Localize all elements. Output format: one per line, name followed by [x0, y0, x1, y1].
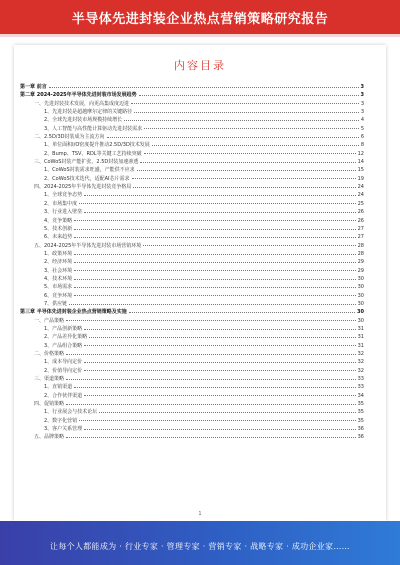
toc-entry-page: 3	[360, 109, 364, 116]
toc-entry[interactable]	[20, 417, 364, 425]
toc-page	[14, 45, 386, 521]
toc-entry[interactable]	[20, 125, 364, 133]
toc-entry-page: 26	[357, 209, 364, 216]
toc-entry-page: 30	[357, 317, 364, 324]
toc-entry-text: 5、市场需求	[44, 284, 73, 291]
toc-entry-page: 36	[357, 426, 364, 433]
toc-leader-dots	[129, 312, 355, 313]
toc-entry-text: 3、客户关系管理	[44, 426, 83, 433]
toc-entry-text: 1、政策环境	[44, 250, 73, 257]
toc-title: 内容目录	[174, 59, 226, 72]
toc-entry-text: 6、未来趋势	[44, 234, 73, 241]
toc-entry-page: 29	[357, 267, 364, 274]
toc-entry-text: 7、供应链	[44, 300, 68, 307]
toc-leader-dots	[74, 270, 355, 271]
toc-entry-page: 24	[357, 184, 364, 191]
toc-entry[interactable]	[20, 350, 364, 358]
toc-leader-dots	[66, 379, 356, 380]
toc-entry[interactable]	[20, 233, 364, 241]
toc-leader-dots	[74, 237, 355, 238]
toc-entry[interactable]	[20, 100, 364, 108]
toc-entry-text: 1、单位面积I/O密度提升推动2.5D/3D技术发展	[44, 142, 150, 149]
toc-entry[interactable]	[20, 191, 364, 199]
toc-entry-text: 2、产品差异化策略	[44, 334, 88, 341]
toc-entry[interactable]	[20, 108, 364, 116]
toc-entry-text: 6、竞争环境	[44, 292, 73, 299]
toc-entry-text: 第二章 2024-2025年半导体先进封装市场发展趋势	[20, 92, 137, 99]
toc-entry-text: 1、直销渠道	[44, 384, 73, 391]
toc-entry-page: 32	[357, 367, 364, 374]
toc-entry-text: 一、先进封装技术发展，向更高集成度迈进	[34, 100, 130, 107]
toc-leader-dots	[79, 420, 355, 421]
toc-entry-text: 3、行业进入壁垒	[44, 209, 83, 216]
toc-entry-page: 31	[357, 325, 364, 332]
toc-entry-page: 27	[357, 234, 364, 241]
toc-leader-dots	[84, 212, 355, 213]
toc-entry[interactable]	[20, 375, 364, 383]
toc-entry[interactable]	[20, 158, 364, 166]
toc-entry-page: 30	[357, 292, 364, 299]
toc-leader-dots	[144, 128, 359, 129]
toc-entry[interactable]	[20, 250, 364, 258]
toc-entry[interactable]	[20, 308, 364, 316]
toc-entry-text: 5、技术创新	[44, 225, 73, 232]
toc-entry-page: 3	[360, 92, 364, 99]
toc-entry-text: 3、产品组合策略	[44, 342, 83, 349]
toc-entry[interactable]	[20, 275, 364, 283]
toc-entry-text: 2、市场集中度	[44, 200, 78, 207]
toc-leader-dots	[49, 87, 359, 88]
toc-leader-dots	[66, 404, 356, 405]
toc-leader-dots	[84, 345, 355, 346]
toc-entry-text: 二、2.5D/3D封装成为主流方向	[34, 134, 105, 141]
toc-leader-dots	[84, 370, 355, 371]
toc-entry[interactable]	[20, 183, 364, 191]
toc-entry[interactable]	[20, 175, 364, 183]
toc-entry-page: 29	[357, 259, 364, 266]
toc-entry[interactable]	[20, 325, 364, 333]
toc-leader-dots	[74, 295, 355, 296]
toc-entry-text: 1、CoWoS封装需求旺盛，产能供不应求	[44, 167, 135, 174]
toc-entry-text: 第一章 前言	[20, 84, 47, 90]
header-divider	[0, 34, 400, 37]
toc-leader-dots	[66, 354, 356, 355]
toc-entry-page: 35	[357, 417, 364, 424]
toc-entry-page: 34	[357, 392, 364, 399]
toc-entry-page: 6	[360, 134, 364, 141]
toc-entry-text: 第三章 半导体先进封装企业热点营销策略及实施	[20, 309, 127, 316]
toc-leader-dots	[74, 287, 355, 288]
toc-entry-text: 二、价格策略	[34, 351, 65, 357]
toc-entry-page: 19	[357, 175, 364, 182]
toc-entry-text: 2、Bump、TSV、RDL等关键工艺持续突破	[44, 150, 142, 157]
toc-entry[interactable]	[20, 225, 364, 233]
toc-entry-text: 1、成本导向定价	[44, 359, 83, 366]
toc-entry[interactable]	[20, 392, 364, 400]
toc-leader-dots	[84, 195, 355, 196]
toc-entry-page: 33	[357, 384, 364, 391]
toc-entry-page: 24	[357, 192, 364, 199]
toc-entry-text: 1、全球竞争态势	[44, 192, 83, 199]
toc-entry[interactable]	[20, 342, 364, 350]
toc-leader-dots	[132, 178, 356, 179]
report-footer	[0, 521, 400, 565]
toc-entry-page: 30	[357, 284, 364, 291]
toc-entry[interactable]	[20, 383, 364, 391]
toc-leader-dots	[137, 170, 356, 171]
toc-entry-text: 2、经济环境	[44, 259, 73, 266]
toc-entry[interactable]	[20, 400, 364, 408]
toc-entry-page: 28	[357, 242, 364, 249]
toc-leader-dots	[89, 337, 355, 338]
toc-leader-dots	[84, 395, 355, 396]
toc-entry-text: 4、竞争策略	[44, 217, 73, 224]
toc-entry[interactable]	[20, 133, 364, 141]
toc-entry-page: 14	[357, 159, 364, 166]
toc-entry-page: 3	[360, 100, 364, 107]
toc-entry-page: 15	[357, 167, 364, 174]
toc-entry[interactable]	[20, 333, 364, 341]
toc-entry-page: 31	[357, 342, 364, 349]
toc-entry-text: 3、人工智能与高性能计算驱动先进封装需求	[44, 125, 143, 132]
toc-entry[interactable]	[20, 83, 364, 91]
toc-leader-dots	[99, 412, 355, 413]
toc-entry-page: 30	[357, 309, 364, 316]
toc-entry-text: 1、先进封装是超越摩尔定律的关键路径	[44, 109, 133, 116]
toc-entry-page: 26	[357, 217, 364, 224]
toc-entry-text: 五、品牌策略	[34, 434, 65, 441]
toc-entry[interactable]	[20, 150, 364, 158]
toc-entry[interactable]	[20, 283, 364, 291]
toc-entry[interactable]	[20, 300, 364, 308]
toc-leader-dots	[74, 387, 355, 388]
toc-entry-text: 四、2024-2025年半导体先进封装竞争格局	[34, 184, 132, 191]
toc-entry-page: 35	[357, 409, 364, 416]
toc-entry-text: 三、渠道策略	[34, 376, 65, 383]
toc-entry[interactable]	[20, 217, 364, 225]
toc-leader-dots	[74, 220, 355, 221]
toc-entry-text: 三、CoWoS封装产能扩张，2.5D封装加速渗透	[34, 159, 139, 166]
toc-leader-dots	[79, 203, 355, 204]
toc-entry-page: 28	[357, 250, 364, 257]
toc-leader-dots	[144, 153, 356, 154]
toc-entry[interactable]	[20, 433, 364, 441]
toc-leader-dots	[66, 437, 356, 438]
toc-entry-page: 32	[357, 359, 364, 366]
toc-entry-text: 4、技术环境	[44, 275, 73, 282]
toc-entry-page: 12	[357, 150, 364, 157]
toc-leader-dots	[74, 229, 355, 230]
toc-leader-dots	[139, 95, 359, 96]
toc-entry[interactable]	[20, 358, 364, 366]
toc-entry-text: 2、CoWoS技术迭代，适配AI芯片需求	[44, 175, 130, 182]
toc-leader-dots	[131, 103, 359, 104]
toc-entry-page: 30	[357, 300, 364, 307]
toc-leader-dots	[66, 320, 356, 321]
toc-entry-page: 27	[357, 225, 364, 232]
toc-entry-text: 2、全球先进封装市场规模持续增长	[44, 117, 123, 124]
toc-entry[interactable]	[20, 425, 364, 433]
toc-entry[interactable]	[20, 208, 364, 216]
toc-leader-dots	[134, 112, 359, 113]
toc-entry-page: 5	[360, 125, 364, 132]
toc-entry-page: 8	[360, 142, 364, 149]
page-number: 1	[198, 511, 202, 517]
toc-entry[interactable]	[20, 242, 364, 250]
toc-leader-dots	[84, 329, 355, 330]
report-header	[0, 0, 400, 34]
toc-entry-text: 1、产品创新策略	[44, 325, 83, 332]
toc-leader-dots	[133, 187, 355, 188]
toc-entry[interactable]	[20, 166, 364, 174]
toc-entry-page: 4	[360, 117, 364, 124]
footer-slogan: 让每个人都能成为 · 行业专家 · 管理专家 · 营销专家 · 战略专家 · 成功企业家……	[50, 542, 350, 551]
toc-entry[interactable]	[20, 116, 364, 124]
toc-entry-page: 35	[357, 401, 364, 408]
toc-list	[20, 83, 364, 442]
toc-leader-dots	[140, 162, 355, 163]
toc-entry[interactable]	[20, 317, 364, 325]
toc-leader-dots	[124, 120, 359, 121]
toc-entry-page: 3	[360, 84, 364, 90]
toc-leader-dots	[143, 245, 355, 246]
toc-entry-page: 33	[357, 376, 364, 383]
report-title: 半导体先进封装企业热点营销策略研究报告	[71, 12, 329, 27]
toc-entry-text: 四、促销策略	[34, 401, 65, 408]
toc-entry-text: 1、行业展会与技术论坛	[44, 409, 98, 416]
toc-leader-dots	[74, 262, 355, 263]
toc-entry[interactable]	[20, 292, 364, 300]
toc-entry-text: 3、社会环境	[44, 267, 73, 274]
toc-entry[interactable]	[20, 267, 364, 275]
toc-leader-dots	[84, 362, 355, 363]
toc-entry-text: 2、数字化营销	[44, 417, 78, 424]
toc-entry-text: 2、价值导向定价	[44, 367, 83, 374]
toc-entry-page: 31	[357, 334, 364, 341]
toc-entry-text: 五、2024-2025年半导体先进封装市场营销环境	[34, 242, 142, 249]
toc-leader-dots	[84, 429, 355, 430]
toc-leader-dots	[107, 137, 359, 138]
toc-entry[interactable]	[20, 367, 364, 375]
toc-leader-dots	[74, 254, 355, 255]
toc-entry[interactable]	[20, 200, 364, 208]
toc-leader-dots	[69, 304, 355, 305]
toc-entry-text: 2、合作伙伴渠道	[44, 392, 83, 399]
toc-entry-page: 30	[357, 275, 364, 282]
toc-entry-page: 36	[357, 434, 364, 441]
toc-entry[interactable]	[20, 141, 364, 149]
toc-entry-page: 32	[357, 351, 364, 357]
toc-entry[interactable]	[20, 91, 364, 99]
toc-entry-page: 25	[357, 200, 364, 207]
toc-entry[interactable]	[20, 258, 364, 266]
toc-entry[interactable]	[20, 408, 364, 416]
toc-entry-text: 一、产品策略	[34, 317, 65, 324]
toc-leader-dots	[152, 145, 359, 146]
toc-leader-dots	[74, 279, 355, 280]
